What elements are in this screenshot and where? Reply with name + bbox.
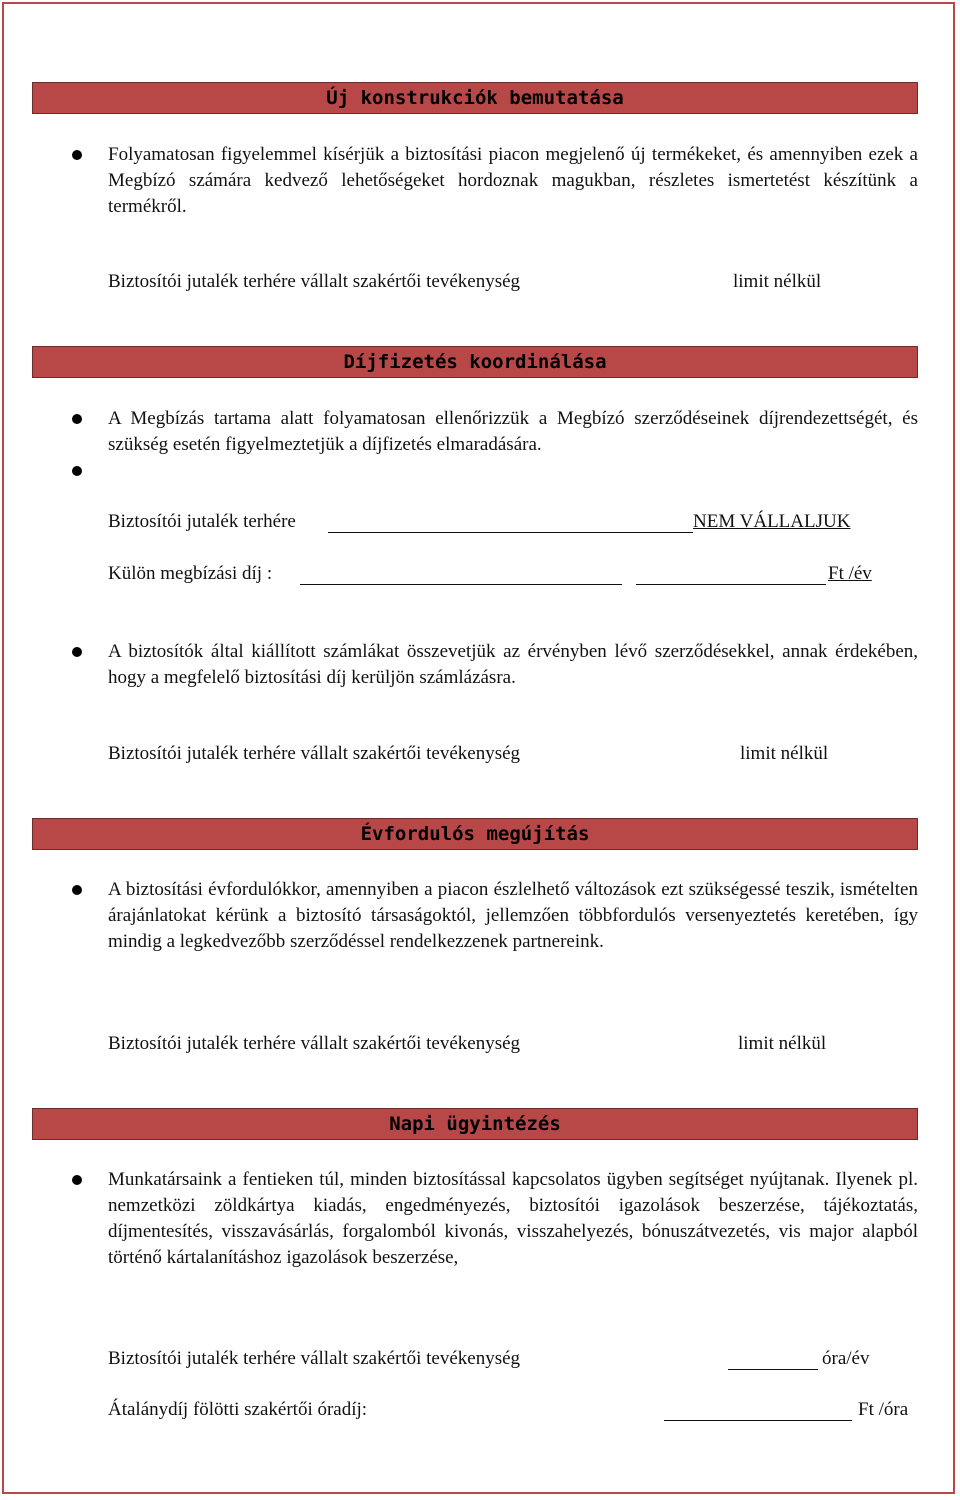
bullet bbox=[72, 150, 82, 160]
fee-value: limit nélkül bbox=[738, 1033, 827, 1054]
commission-value: NEM VÁLLALJUK bbox=[693, 511, 851, 532]
paragraph-daily-administration: Munkatársaink a fentieken túl, minden biztosítással kapcsolatos ügyben segítséget nyújtanak. Ilyenek pl. nemzetközi zöldkártya kiadás, engedményezés, biztosítói igazolások beszerzése, tájékoztatás, díjmentesítés, visszavásárlás, forgalomból kivonás, visszahelyezés, bónuszátvezetés, vis major alapból történő kártalanításhoz igazolások beszerzése, bbox=[108, 1169, 918, 1268]
hours-blank bbox=[728, 1369, 818, 1370]
fee-value: limit nélkül bbox=[740, 743, 829, 764]
fee-label: Biztosítói jutalék terhére vállalt szakértői tevékenység bbox=[108, 1033, 521, 1054]
fee-value: limit nélkül bbox=[733, 271, 822, 292]
separate-fee-amount-blank bbox=[636, 584, 826, 585]
bullet bbox=[72, 414, 82, 424]
separate-fee-underline bbox=[300, 584, 622, 585]
paragraph-anniversary-renewal: A biztosítási évfordulókkor, amennyiben a piacon észlelhető változások ezt szükségessé teszik, ismételten árajánlatokat kérünk a biztosító társaságoktól, jellemzően többfordulós versenyeztetés keretében, így mindig a legkedvezőbb szerződéssel rendelkezzenek partnereink. bbox=[108, 879, 918, 952]
fee-label: Biztosítói jutalék terhére vállalt szakértői tevékenység bbox=[108, 271, 521, 292]
fee-unit: óra/év bbox=[822, 1348, 870, 1369]
paragraph-invoice-check: A biztosítók által kiállított számlákat összevetjük az érvényben lévő szerződésekkel, annak érdekében, hogy a megfelelő biztosítási díj kerüljön számlázásra. bbox=[108, 641, 918, 688]
section-title-premium-coordination: Díjfizetés koordinálása bbox=[32, 346, 918, 378]
paragraph-premium-coordination: A Megbízás tartama alatt folyamatosan ellenőrizzük a Megbízó szerződéseinek díjrendezettségét, és szükség esetén figyelmeztetjük a díjfizetés elmaradására. bbox=[108, 408, 918, 455]
separate-fee-label: Külön megbízási díj : bbox=[108, 563, 273, 584]
commission-underline bbox=[328, 532, 693, 533]
commission-label: Biztosítói jutalék terhére bbox=[108, 511, 296, 532]
paragraph-new-products: Folyamatosan figyelemmel kísérjük a biztosítási piacon megjelenő új termékeket, és amennyiben ezek a Megbízó számára kedvező lehetőségeket hordoznak magukban, részletes ismertetést készítünk a termékről. bbox=[108, 144, 918, 217]
section-title-new-products: Új konstrukciók bemutatása bbox=[32, 82, 918, 114]
bullet bbox=[72, 647, 82, 657]
hourly-fee-unit: Ft /óra bbox=[858, 1399, 909, 1420]
bullet bbox=[72, 885, 82, 895]
section-title-anniversary-renewal: Évfordulós megújítás bbox=[32, 818, 918, 850]
section-title-daily-administration: Napi ügyintézés bbox=[32, 1108, 918, 1140]
hourly-fee-label: Átalánydíj fölötti szakértői óradíj: bbox=[108, 1399, 368, 1420]
empty-bullet bbox=[72, 466, 82, 476]
fee-label: Biztosítói jutalék terhére vállalt szakértői tevékenység bbox=[108, 743, 521, 764]
fee-label: Biztosítói jutalék terhére vállalt szakértői tevékenység bbox=[108, 1348, 521, 1369]
separate-fee-unit: Ft /év bbox=[828, 563, 872, 584]
hourly-fee-blank bbox=[664, 1420, 852, 1421]
bullet bbox=[72, 1175, 82, 1185]
